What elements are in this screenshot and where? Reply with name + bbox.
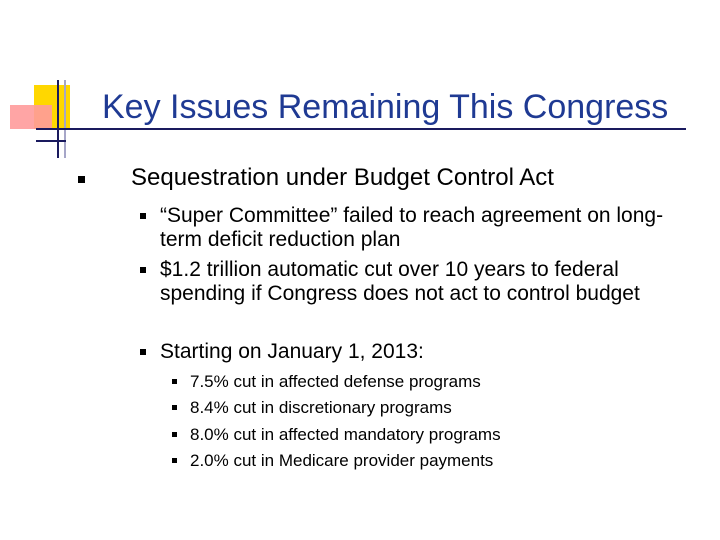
bullet-level3 bbox=[190, 425, 501, 445]
square-bullet-icon bbox=[140, 267, 146, 273]
bullet-level2 bbox=[160, 204, 700, 252]
short-rule bbox=[36, 140, 66, 142]
square-bullet-icon bbox=[78, 176, 85, 183]
square-bullet-icon bbox=[172, 432, 177, 437]
corner-decoration bbox=[0, 0, 110, 170]
bullet-level2 bbox=[160, 258, 700, 306]
bullet-text: 7.5% cut in affected defense programs bbox=[190, 372, 481, 391]
pink-rectangle bbox=[10, 105, 52, 129]
bullet-level1 bbox=[104, 164, 554, 192]
vertical-rule bbox=[57, 80, 59, 158]
bullet-text: 8.4% cut in discretionary programs bbox=[190, 398, 452, 417]
bullet-text: $1.2 trillion automatic cut over 10 years to federal spending if Congress does not act to control budget bbox=[160, 258, 640, 305]
bullet-text: “Super Committee” failed to reach agreement on long-term deficit reduction plan bbox=[160, 204, 664, 251]
bullet-level3 bbox=[190, 398, 452, 418]
bullet-text: 2.0% cut in Medicare provider payments bbox=[190, 451, 494, 470]
square-bullet-icon bbox=[172, 458, 177, 463]
title-underline bbox=[36, 128, 686, 130]
square-bullet-icon bbox=[172, 405, 177, 410]
square-bullet-icon bbox=[140, 213, 146, 219]
square-bullet-icon bbox=[172, 379, 177, 384]
bullet-level3 bbox=[190, 451, 493, 471]
vertical-rule-shadow bbox=[64, 80, 66, 158]
square-bullet-icon bbox=[140, 349, 146, 355]
bullet-text: Sequestration under Budget Control Act bbox=[131, 164, 554, 191]
bullet-level3 bbox=[190, 372, 481, 392]
slide-title: Key Issues Remaining This Congress bbox=[102, 88, 669, 126]
bullet-level2 bbox=[160, 340, 700, 364]
bullet-text: Starting on January 1, 2013: bbox=[160, 340, 424, 363]
bullet-text: 8.0% cut in affected mandatory programs bbox=[190, 425, 501, 444]
